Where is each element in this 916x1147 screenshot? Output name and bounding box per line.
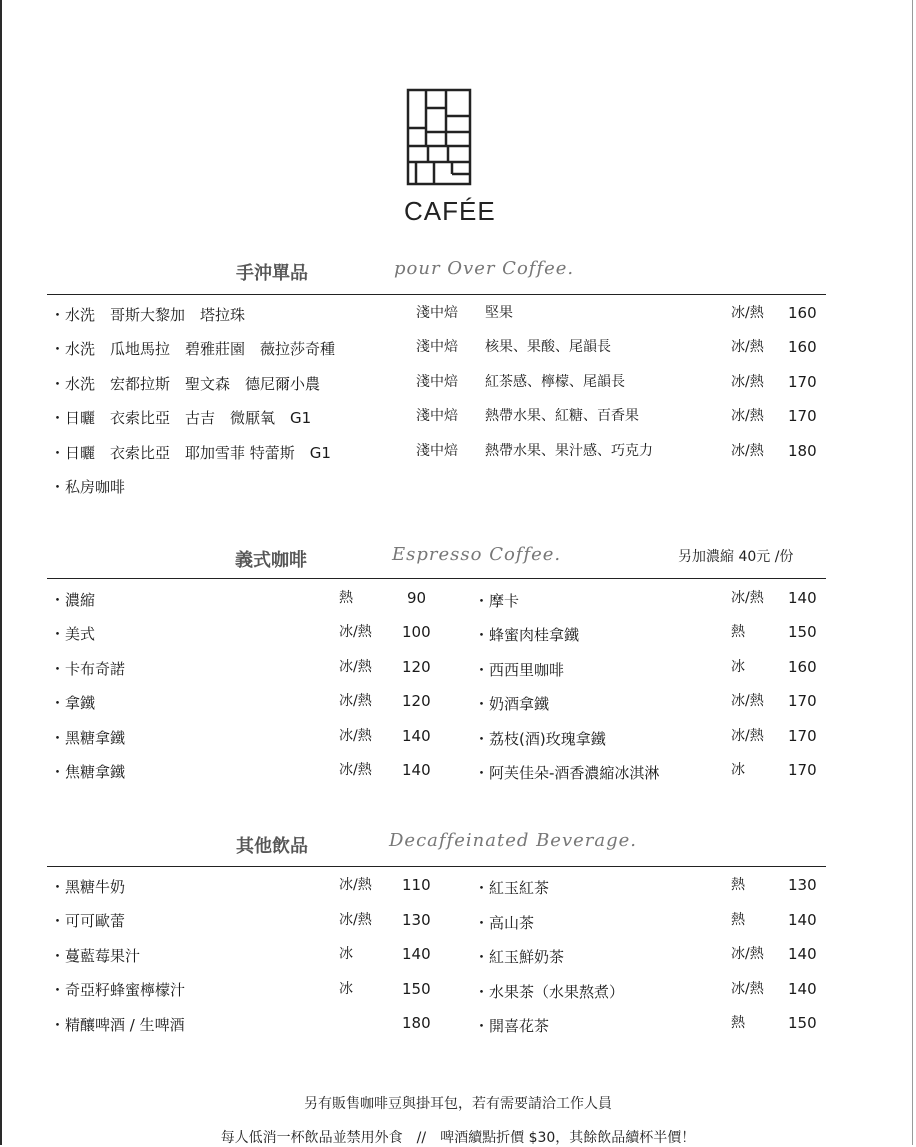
pour-over-item-name: ・日曬 衣索比亞 耶加雪菲 特蕾斯 G1 xyxy=(50,444,331,462)
espresso-item-price: 140 xyxy=(402,761,431,779)
espresso-item-price: 150 xyxy=(788,623,817,641)
other-item-temp: 熱 xyxy=(731,912,745,928)
espresso-item-temp: 冰/熱 xyxy=(339,659,372,675)
other-item-temp: 熱 xyxy=(731,877,745,893)
other-item-price: 130 xyxy=(788,876,817,894)
pour-over-item-roast: 淺中焙 xyxy=(416,305,458,321)
other-item-name: ・可可歐蕾 xyxy=(50,912,126,930)
pour-over-item-temp: 冰/熱 xyxy=(731,408,764,424)
other-item-price: 150 xyxy=(402,980,431,998)
pour-over-item-notes: 核果、果酸、尾韻長 xyxy=(485,339,611,355)
pour-over-item-notes: 紅茶感、檸檬、尾韻長 xyxy=(485,374,625,390)
pour-over-item-price: 160 xyxy=(788,304,817,322)
espresso-item-price: 90 xyxy=(407,589,427,607)
other-drinks-rule xyxy=(47,866,826,867)
other-drinks-subtitle: Decaffeinated Beverage. xyxy=(389,830,638,851)
other-item-price: 150 xyxy=(788,1014,817,1032)
pour-over-rule xyxy=(47,294,826,295)
pour-over-item-notes: 堅果 xyxy=(485,305,513,321)
espresso-item-temp: 熱 xyxy=(339,590,353,606)
other-item-price: 140 xyxy=(788,980,817,998)
pour-over-item-temp: 冰/熱 xyxy=(731,305,764,321)
pour-over-item-name: ・水洗 宏都拉斯 聖文森 德尼爾小農 xyxy=(50,375,321,393)
pour-over-item-name: ・水洗 瓜地馬拉 碧雅莊園 薇拉莎奇種 xyxy=(50,340,336,358)
espresso-item-name: ・濃縮 xyxy=(50,591,96,609)
other-item-price: 140 xyxy=(788,945,817,963)
other-item-name: ・黑糖牛奶 xyxy=(50,878,126,896)
page-edge-right xyxy=(912,0,913,1145)
pour-over-extra-item: ・私房咖啡 xyxy=(50,478,126,496)
other-item-name: ・蔓藍莓果汁 xyxy=(50,947,141,965)
other-item-price: 140 xyxy=(402,945,431,963)
espresso-item-price: 120 xyxy=(402,692,431,710)
espresso-item-price: 170 xyxy=(788,692,817,710)
espresso-item-name: ・西西里咖啡 xyxy=(474,661,565,679)
pour-over-item-temp: 冰/熱 xyxy=(731,443,764,459)
espresso-item-name: ・荔枝(酒)玫瑰拿鐵 xyxy=(474,730,606,748)
pour-over-item-roast: 淺中焙 xyxy=(416,443,458,459)
espresso-item-price: 120 xyxy=(402,658,431,676)
other-item-price: 180 xyxy=(402,1014,431,1032)
espresso-item-name: ・焦糖拿鐵 xyxy=(50,763,126,781)
espresso-item-temp: 熱 xyxy=(731,624,745,640)
espresso-item-temp: 冰/熱 xyxy=(339,762,372,778)
other-item-name: ・奇亞籽蜂蜜檸檬汁 xyxy=(50,981,186,999)
other-item-name: ・紅玉鮮奶茶 xyxy=(474,948,565,966)
pour-over-item-price: 180 xyxy=(788,442,817,460)
footer-policy-note: 每人低消一杯飲品並禁用外食 // 啤酒續點折價 $30，其餘飲品續杯半價！ xyxy=(220,1130,696,1146)
pour-over-item-roast: 淺中焙 xyxy=(416,408,458,424)
espresso-item-name: ・卡布奇諾 xyxy=(50,660,126,678)
espresso-item-temp: 冰/熱 xyxy=(339,624,372,640)
pour-over-item-temp: 冰/熱 xyxy=(731,374,764,390)
espresso-item-name: ・摩卡 xyxy=(474,592,520,610)
espresso-title: 義式咖啡 xyxy=(235,550,307,571)
espresso-item-price: 100 xyxy=(402,623,431,641)
other-item-temp: 冰 xyxy=(339,981,353,997)
pour-over-item-notes: 熱帶水果、果汁感、巧克力 xyxy=(485,443,653,459)
espresso-item-name: ・黑糖拿鐵 xyxy=(50,729,126,747)
other-item-temp: 冰/熱 xyxy=(339,877,372,893)
pour-over-item-price: 170 xyxy=(788,407,817,425)
espresso-item-name: ・阿芙佳朵-酒香濃縮冰淇淋 xyxy=(474,764,660,782)
other-item-temp: 冰/熱 xyxy=(731,981,764,997)
other-item-name: ・紅玉紅茶 xyxy=(474,879,550,897)
espresso-item-temp: 冰/熱 xyxy=(339,728,372,744)
espresso-subtitle: Espresso Coffee. xyxy=(392,544,562,565)
espresso-item-price: 170 xyxy=(788,727,817,745)
pour-over-title: 手沖單品 xyxy=(236,263,308,284)
espresso-item-temp: 冰/熱 xyxy=(731,693,764,709)
other-drinks-title: 其他飲品 xyxy=(236,836,308,857)
espresso-item-name: ・拿鐵 xyxy=(50,694,96,712)
espresso-item-price: 140 xyxy=(402,727,431,745)
espresso-item-name: ・美式 xyxy=(50,625,96,643)
other-item-price: 130 xyxy=(402,911,431,929)
espresso-rule xyxy=(47,578,826,579)
pour-over-item-notes: 熱帶水果、紅糖、百香果 xyxy=(485,408,639,424)
other-item-name: ・高山茶 xyxy=(474,914,535,932)
other-item-temp: 冰/熱 xyxy=(339,912,372,928)
espresso-item-temp: 冰 xyxy=(731,659,745,675)
espresso-item-temp: 冰/熱 xyxy=(731,728,764,744)
espresso-item-price: 140 xyxy=(788,589,817,607)
espresso-item-temp: 冰 xyxy=(731,762,745,778)
pour-over-item-price: 170 xyxy=(788,373,817,391)
other-item-name: ・水果茶（水果熬煮） xyxy=(474,983,625,1001)
other-item-price: 110 xyxy=(402,876,431,894)
pour-over-item-name: ・水洗 哥斯大黎加 塔拉珠 xyxy=(50,306,246,324)
other-item-temp: 冰 xyxy=(339,946,353,962)
pour-over-item-price: 160 xyxy=(788,338,817,356)
pour-over-item-temp: 冰/熱 xyxy=(731,339,764,355)
espresso-item-temp: 冰/熱 xyxy=(339,693,372,709)
cafe-logo-word: CAFÉE xyxy=(404,196,496,226)
page-edge-left xyxy=(0,0,2,1145)
pour-over-item-name: ・日曬 衣索比亞 古吉 微厭氧 G1 xyxy=(50,409,312,427)
espresso-extra-shot-note: 另加濃縮 40元 /份 xyxy=(678,549,794,565)
espresso-item-name: ・奶酒拿鐵 xyxy=(474,695,550,713)
pour-over-item-roast: 淺中焙 xyxy=(416,339,458,355)
espresso-item-name: ・蜂蜜肉桂拿鐵 xyxy=(474,626,580,644)
other-item-price: 140 xyxy=(788,911,817,929)
footer-beans-note: 另有販售咖啡豆與掛耳包，若有需要請洽工作人員 xyxy=(304,1096,612,1112)
other-item-name: ・精釀啤酒 / 生啤酒 xyxy=(50,1016,185,1034)
espresso-item-price: 160 xyxy=(788,658,817,676)
other-item-temp: 冰/熱 xyxy=(731,946,764,962)
pour-over-item-roast: 淺中焙 xyxy=(416,374,458,390)
espresso-item-temp: 冰/熱 xyxy=(731,590,764,606)
cafe-logo-mark xyxy=(404,88,474,188)
other-item-name: ・開喜花茶 xyxy=(474,1017,550,1035)
espresso-item-price: 170 xyxy=(788,761,817,779)
pour-over-subtitle: pour Over Coffee. xyxy=(394,258,575,279)
other-item-temp: 熱 xyxy=(731,1015,745,1031)
